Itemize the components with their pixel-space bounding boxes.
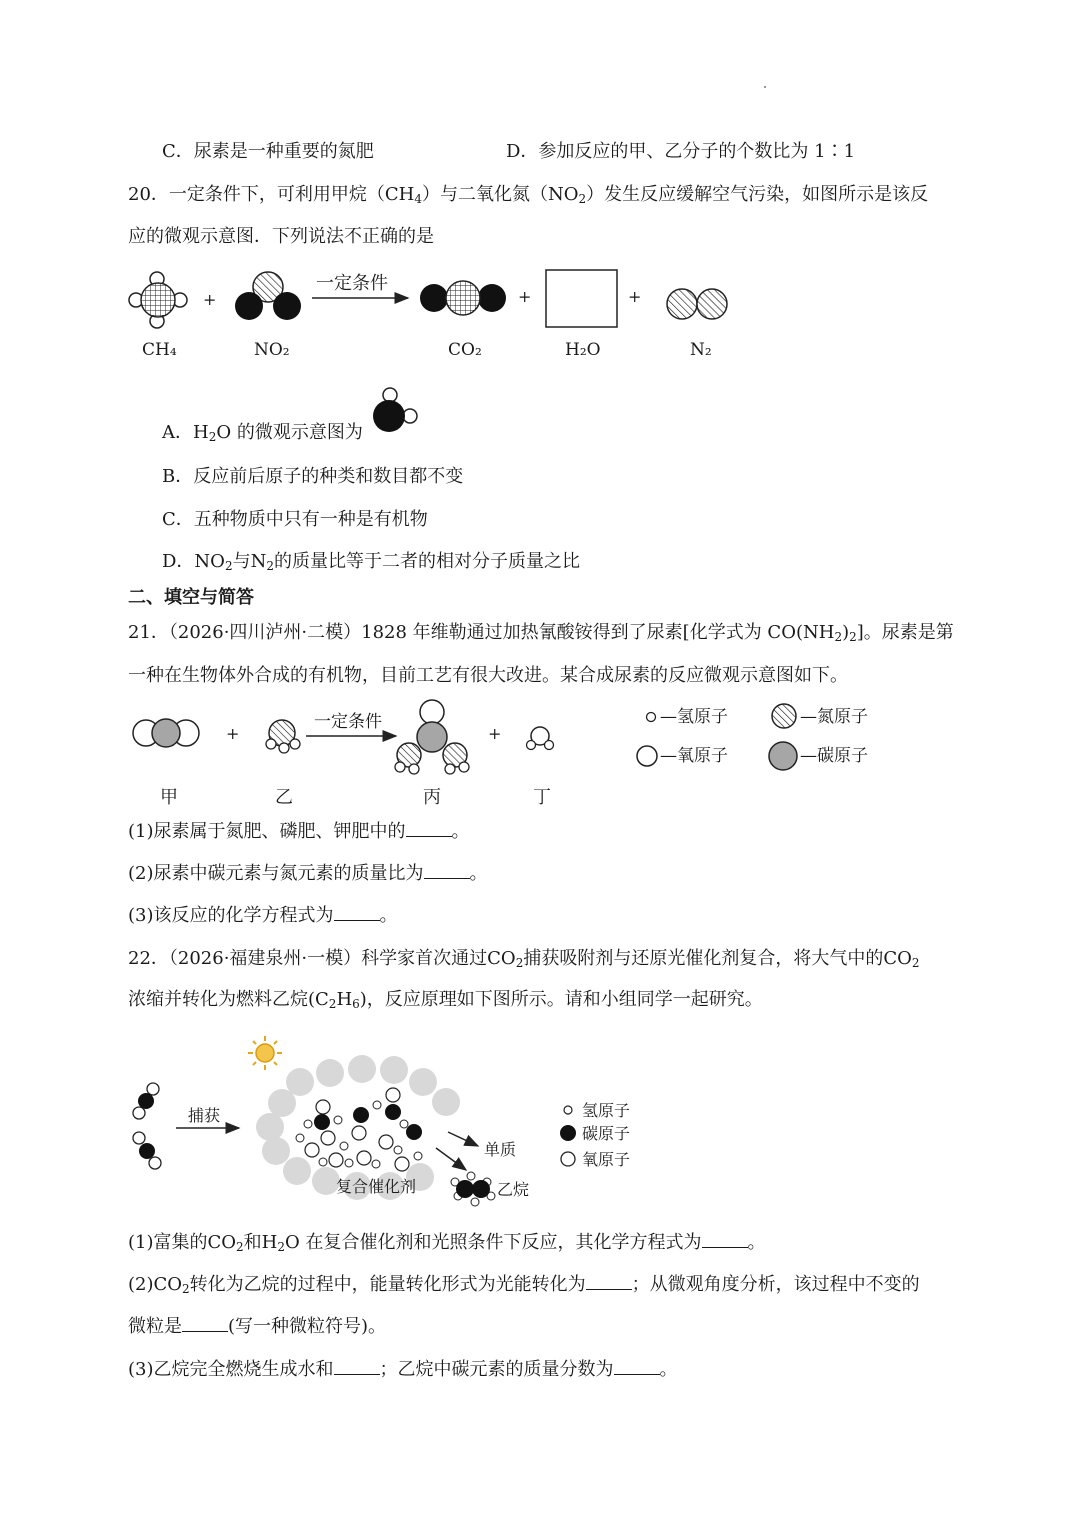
ethane-molecule	[451, 1172, 495, 1206]
label-ch4: CH₄	[142, 340, 177, 360]
legend-oxygen: —氧原子	[660, 746, 728, 766]
no2-molecule	[235, 272, 301, 320]
label-co2: CO₂	[448, 340, 482, 360]
q20-option-b: B．反应前后原子的种类和数目都不变	[162, 466, 464, 487]
legend-nitrogen: —氮原子	[800, 707, 868, 727]
q21-sub2: (2)尿素中碳元素与氮元素的质量比为 。	[128, 863, 488, 884]
q21-stem-line2: 一种在生物体外合成的有机物，目前工艺有很大改进。某合成尿素的反应微观示意图如下。	[128, 665, 848, 686]
legend-carbon: —碳原子	[800, 746, 868, 766]
answer-blank[interactable]	[182, 1315, 228, 1332]
answer-blank[interactable]	[702, 1231, 748, 1248]
section-heading: 二、填空与简答	[128, 587, 254, 608]
q20-stem-line1: 20．一定条件下，可利用甲烷$(CH_4)$与二氧化氮$(NO_2)$发生反应缓解空气污染，如图所示是该反	[128, 184, 929, 206]
q22-stem-line1: 22．（2026·福建泉州·一模）科学家首次通过$CO_2$捕获吸附剂与还原光催化剂复合，将大气中的$CO_2$	[128, 948, 920, 970]
label-no2: NO₂	[254, 340, 290, 360]
answer-blank[interactable]	[406, 820, 452, 837]
label-n2: N₂	[690, 340, 712, 360]
svg-text:+: +	[488, 724, 502, 743]
sun-icon	[248, 1036, 282, 1070]
capture-label: 捕获	[188, 1106, 221, 1125]
q20-option-c: C．五种物质中只有一种是有机物	[162, 509, 428, 530]
q21-arrow-label: 一定条件	[314, 712, 382, 732]
answer-blank[interactable]	[334, 1358, 380, 1375]
legend-hydrogen-2: 氢原子	[582, 1101, 631, 1120]
answer-blank[interactable]	[614, 1358, 660, 1375]
legend-carbon-2: 碳原子	[582, 1124, 631, 1143]
legend-oxygen-2: 氧原子	[582, 1150, 631, 1169]
co2-molecule	[420, 281, 506, 315]
answer-blank[interactable]	[334, 904, 380, 921]
q22-stem-line2: 浓缩并转化为燃料乙烷$(C_2H_6)$，反应原理如下图所示。请和小组同学一起研究。	[128, 989, 763, 1011]
q22-sub2-line2: 微粒是 (写一种微粒符号)。	[128, 1316, 387, 1337]
q22-sub2: $(2)CO_2$转化为乙烷的过程中，能量转化形式为光能转化为 ；从微观角度分析，该过程中不变的	[128, 1274, 920, 1296]
svg-text:+: +	[518, 287, 532, 306]
svg-text:+: +	[226, 724, 240, 743]
answer-blank[interactable]	[424, 862, 470, 879]
species-yi: 乙	[275, 787, 293, 808]
legend-hydrogen: —氢原子	[660, 707, 728, 727]
answer-blank[interactable]	[586, 1273, 632, 1290]
q22-sub3: (3)乙烷完全燃烧生成水和 ；乙烷中碳元素的质量分数为 。	[128, 1359, 678, 1380]
q20-option-d: D．$NO_2$与$N_2$的质量比等于二者的相对分子质量之比	[162, 551, 580, 573]
q19-option-d: D．参加反应的甲、乙分子的个数比为 1∶1	[506, 141, 856, 162]
q20-stem-line2: 应的微观示意图．下列说法不正确的是	[128, 226, 434, 247]
q21-stem-line1: 21．（2026·四川泸州·二模）1828 年维勒通过加热氰酸铵得到了尿素[化学式为 $CO(NH_2)_2$]。尿素是第	[128, 622, 954, 644]
ch4-molecule	[129, 272, 187, 328]
h2o-molecule-option-a	[373, 388, 417, 432]
svg-text:+: +	[628, 287, 642, 306]
q19-option-c: C．尿素是一种重要的氮肥	[162, 141, 374, 162]
label-h2o: H₂O	[565, 340, 601, 360]
ethane-label: 乙烷	[497, 1180, 530, 1199]
species-jia: 甲	[160, 787, 178, 808]
element-label: 单质	[484, 1140, 517, 1159]
svg-text:+: +	[203, 290, 217, 309]
n2-molecule	[667, 289, 727, 319]
q20-arrow-label: 一定条件	[316, 273, 388, 294]
q21-sub3: (3)该反应的化学方程式为 。	[128, 905, 398, 926]
species-bing: 丙	[423, 787, 441, 808]
h2o-empty-box	[546, 270, 617, 327]
species-ding: 丁	[533, 787, 551, 808]
catalyst-label: 复合催化剂	[336, 1177, 417, 1196]
q21-sub1: (1)尿素属于氮肥、磷肥、钾肥中的 。	[128, 821, 470, 842]
q22-sub1: (1)富集的$CO_2$和$H_2O$ 在复合催化剂和光照条件下反应，其化学方程式为 。	[128, 1232, 766, 1254]
q20-option-a: A．$H_2O$ 的微观示意图为	[162, 422, 363, 444]
